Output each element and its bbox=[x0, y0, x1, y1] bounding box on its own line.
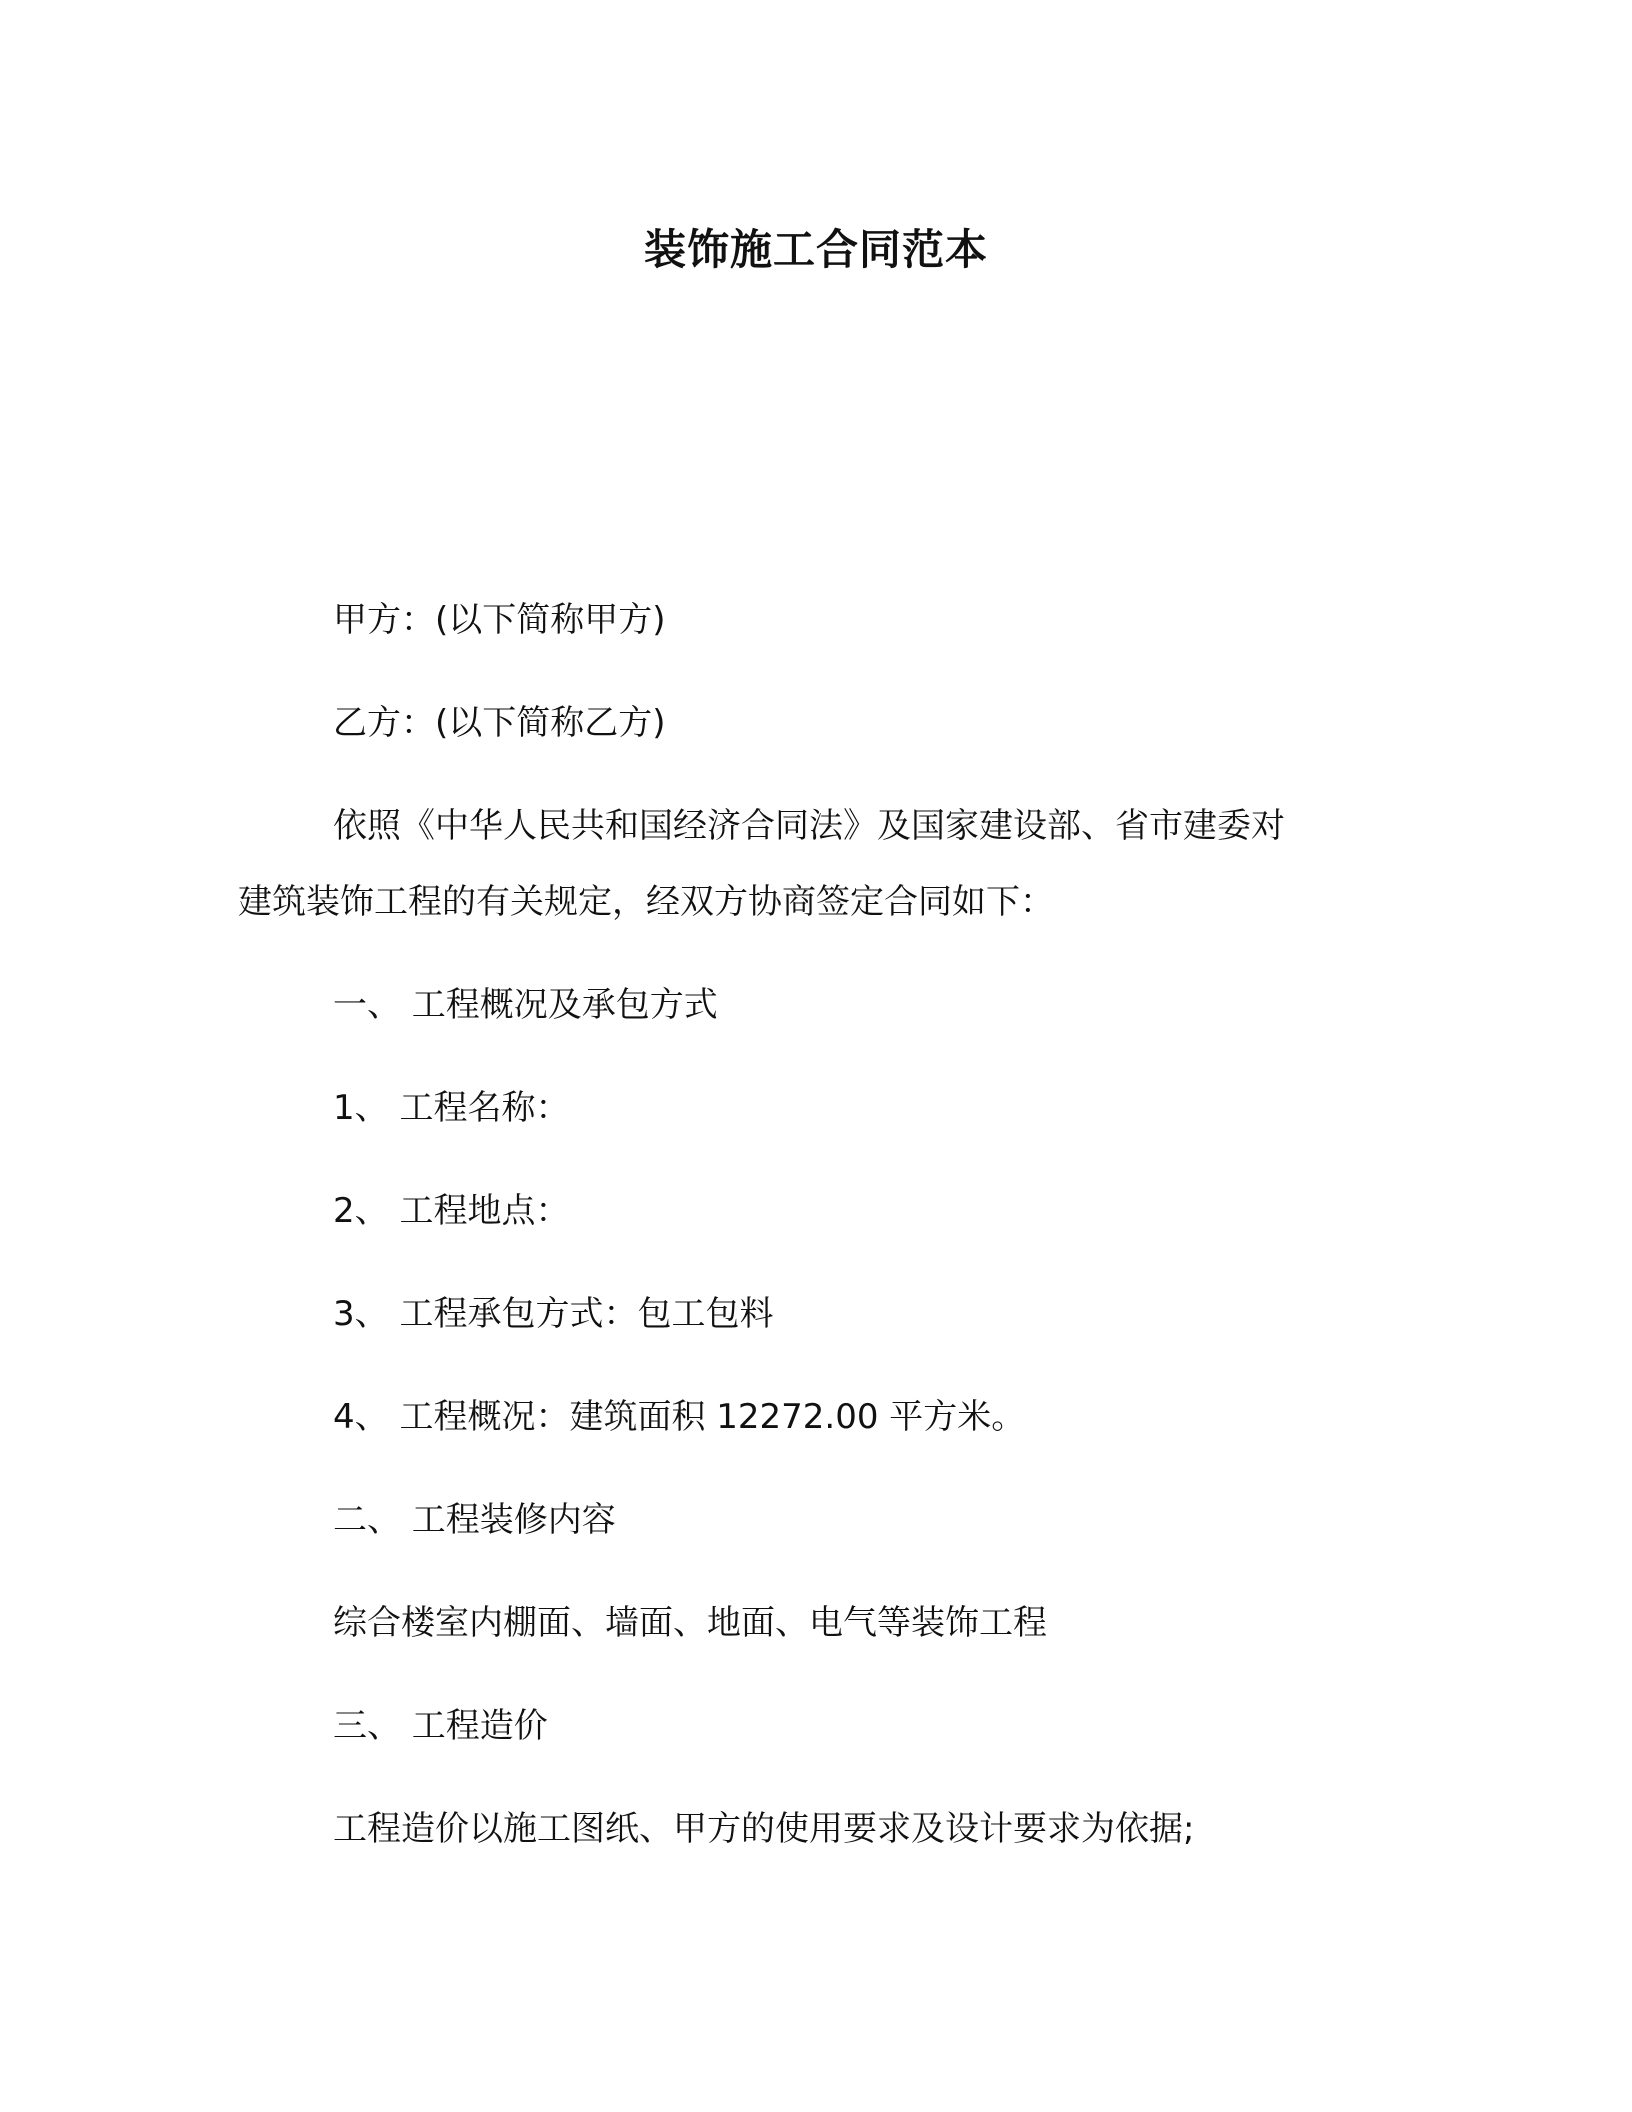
section-3-heading: 三、 工程造价 bbox=[333, 1706, 548, 1746]
item-3-contract-method: 3、 工程承包方式：包工包料 bbox=[333, 1294, 774, 1334]
section-2-heading: 二、 工程装修内容 bbox=[333, 1500, 616, 1540]
intro-paragraph-line-2: 建筑装饰工程的有关规定，经双方协商签定合同如下： bbox=[238, 882, 1054, 922]
item-4-project-overview: 4、 工程概况：建筑面积 12272.00 平方米。 bbox=[333, 1397, 1026, 1437]
section-2-body: 综合楼室内棚面、墙面、地面、电气等装饰工程 bbox=[333, 1603, 1047, 1643]
section-1-heading: 一、 工程概况及承包方式 bbox=[333, 985, 718, 1025]
document-title: 装饰施工合同范本 bbox=[643, 225, 988, 274]
party-a-line: 甲方：(以下简称甲方) bbox=[333, 600, 666, 640]
item-1-project-name: 1、 工程名称： bbox=[333, 1088, 570, 1128]
party-b-line: 乙方：(以下简称乙方) bbox=[333, 703, 666, 743]
section-3-body: 工程造价以施工图纸、甲方的使用要求及设计要求为依据; bbox=[333, 1809, 1195, 1849]
intro-paragraph-line-1: 依照《中华人民共和国经济合同法》及国家建设部、省市建委对 bbox=[333, 806, 1285, 846]
item-2-project-location: 2、 工程地点： bbox=[333, 1191, 570, 1231]
